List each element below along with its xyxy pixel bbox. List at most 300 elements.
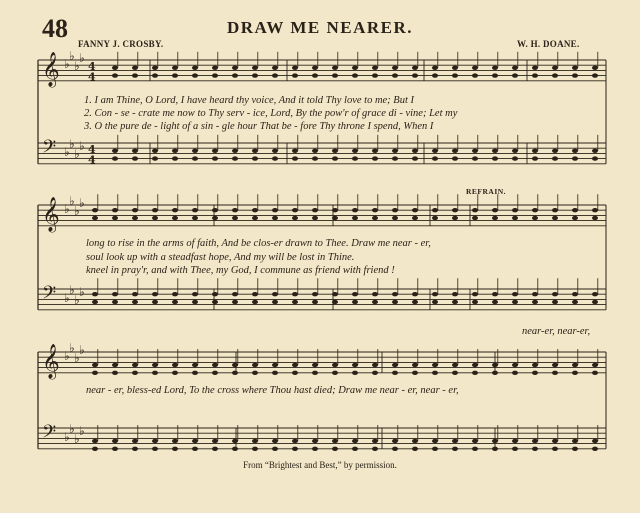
- note-head: [112, 216, 118, 220]
- note-head: [432, 292, 438, 296]
- note-head: [132, 73, 138, 77]
- note-head: [592, 292, 598, 296]
- note-head: [392, 447, 398, 451]
- note-head: [312, 363, 318, 367]
- note-head: [192, 292, 198, 296]
- note-head: [212, 149, 218, 153]
- refrain-lyric: near - er, bless-ed Lord, To the cross where Thou hast died; Draw me near - er, near - er,: [86, 385, 459, 396]
- note-head: [232, 149, 238, 153]
- note-head: [352, 447, 358, 451]
- note-head: [592, 371, 598, 375]
- note-head: [272, 300, 278, 304]
- note-head: [152, 371, 158, 375]
- note-head: [152, 363, 158, 367]
- note-head: [212, 216, 218, 220]
- note-head: [232, 156, 238, 160]
- note-head: [232, 371, 238, 375]
- note-head: [472, 439, 478, 443]
- note-head: [352, 292, 358, 296]
- note-head: [532, 439, 538, 443]
- note-head: [312, 292, 318, 296]
- note-head: [292, 363, 298, 367]
- note-head: [312, 300, 318, 304]
- note-head: [372, 363, 378, 367]
- note-head: [532, 363, 538, 367]
- note-head: [372, 300, 378, 304]
- note-head: [472, 447, 478, 451]
- note-head: [172, 73, 178, 77]
- note-head: [292, 73, 298, 77]
- note-head: [532, 73, 538, 77]
- note-head: [332, 371, 338, 375]
- note-head: [552, 300, 558, 304]
- note-head: [252, 66, 258, 70]
- note-head: [292, 292, 298, 296]
- note-head: [172, 363, 178, 367]
- note-head: [512, 149, 518, 153]
- note-head: [592, 73, 598, 77]
- note-head: [272, 439, 278, 443]
- note-head: [272, 216, 278, 220]
- note-head: [392, 216, 398, 220]
- note-head: [452, 216, 458, 220]
- note-head: [192, 216, 198, 220]
- note-head: [252, 149, 258, 153]
- note-head: [232, 292, 238, 296]
- note-head: [472, 216, 478, 220]
- note-head: [212, 208, 218, 212]
- note-head: [412, 208, 418, 212]
- flat-icon: ♭: [79, 285, 85, 299]
- note-head: [512, 363, 518, 367]
- note-head: [292, 300, 298, 304]
- note-head: [592, 447, 598, 451]
- note-head: [332, 149, 338, 153]
- note-head: [252, 439, 258, 443]
- note-head: [492, 73, 498, 77]
- verse-1-line-2: long to rise in the arms of faith, And be clos-er drawn to Thee. Draw me near - er,: [86, 238, 431, 249]
- note-head: [532, 156, 538, 160]
- note-head: [452, 292, 458, 296]
- note-head: [492, 292, 498, 296]
- note-head: [432, 208, 438, 212]
- note-head: [352, 149, 358, 153]
- note-head: [92, 439, 98, 443]
- note-head: [332, 216, 338, 220]
- note-head: [572, 447, 578, 451]
- note-head: [172, 447, 178, 451]
- note-head: [512, 371, 518, 375]
- note-head: [172, 66, 178, 70]
- note-head: [572, 216, 578, 220]
- note-head: [132, 363, 138, 367]
- note-head: [232, 73, 238, 77]
- note-head: [92, 208, 98, 212]
- note-head: [92, 300, 98, 304]
- note-head: [352, 66, 358, 70]
- note-head: [232, 66, 238, 70]
- note-head: [132, 156, 138, 160]
- note-head: [332, 363, 338, 367]
- note-head: [152, 439, 158, 443]
- note-head: [112, 363, 118, 367]
- note-head: [532, 300, 538, 304]
- note-head: [372, 292, 378, 296]
- note-head: [572, 208, 578, 212]
- flat-icon: ♭: [74, 59, 80, 73]
- note-head: [552, 216, 558, 220]
- note-head: [512, 292, 518, 296]
- note-head: [172, 292, 178, 296]
- note-head: [232, 447, 238, 451]
- note-head: [312, 439, 318, 443]
- note-head: [312, 371, 318, 375]
- note-head: [432, 216, 438, 220]
- note-head: [112, 300, 118, 304]
- note-head: [192, 371, 198, 375]
- note-head: [292, 149, 298, 153]
- note-head: [492, 156, 498, 160]
- flat-icon: ♭: [69, 341, 75, 355]
- note-head: [452, 300, 458, 304]
- flat-icon: ♭: [69, 422, 75, 436]
- note-head: [272, 363, 278, 367]
- note-head: [252, 208, 258, 212]
- bass-clef-icon: 𝄢: [42, 422, 57, 447]
- note-head: [432, 371, 438, 375]
- note-head: [452, 439, 458, 443]
- note-head: [112, 292, 118, 296]
- note-head: [592, 149, 598, 153]
- note-head: [192, 439, 198, 443]
- note-head: [132, 447, 138, 451]
- note-head: [412, 66, 418, 70]
- time-signature: 4: [88, 143, 96, 156]
- flat-icon: ♭: [64, 430, 70, 444]
- flat-icon: ♭: [74, 204, 80, 218]
- note-head: [532, 66, 538, 70]
- note-head: [372, 208, 378, 212]
- note-head: [592, 156, 598, 160]
- note-head: [172, 300, 178, 304]
- note-head: [272, 371, 278, 375]
- flat-icon: ♭: [64, 57, 70, 71]
- note-head: [252, 447, 258, 451]
- note-head: [492, 439, 498, 443]
- note-head: [412, 439, 418, 443]
- note-head: [392, 439, 398, 443]
- note-head: [312, 447, 318, 451]
- note-head: [352, 156, 358, 160]
- note-head: [312, 216, 318, 220]
- note-head: [512, 216, 518, 220]
- note-head: [152, 300, 158, 304]
- flat-icon: ♭: [79, 139, 85, 153]
- note-head: [392, 300, 398, 304]
- note-head: [272, 292, 278, 296]
- note-head: [312, 208, 318, 212]
- note-head: [552, 66, 558, 70]
- note-head: [412, 300, 418, 304]
- note-head: [532, 447, 538, 451]
- note-head: [192, 66, 198, 70]
- flat-icon: ♭: [74, 147, 80, 161]
- note-head: [152, 66, 158, 70]
- note-head: [292, 439, 298, 443]
- note-head: [432, 300, 438, 304]
- note-head: [152, 292, 158, 296]
- note-head: [492, 149, 498, 153]
- treble-clef-icon: 𝄞: [42, 344, 60, 379]
- note-head: [472, 292, 478, 296]
- flat-icon: ♭: [79, 424, 85, 438]
- note-head: [172, 371, 178, 375]
- note-head: [552, 73, 558, 77]
- note-head: [352, 73, 358, 77]
- note-head: [472, 363, 478, 367]
- note-head: [572, 156, 578, 160]
- note-head: [592, 216, 598, 220]
- note-head: [112, 156, 118, 160]
- note-head: [552, 208, 558, 212]
- note-head: [492, 208, 498, 212]
- note-head: [572, 363, 578, 367]
- note-head: [132, 439, 138, 443]
- note-head: [352, 300, 358, 304]
- note-head: [432, 439, 438, 443]
- note-head: [452, 447, 458, 451]
- note-head: [512, 156, 518, 160]
- note-head: [572, 439, 578, 443]
- note-head: [172, 156, 178, 160]
- note-head: [112, 447, 118, 451]
- note-head: [252, 216, 258, 220]
- note-head: [472, 149, 478, 153]
- note-head: [112, 149, 118, 153]
- note-head: [352, 371, 358, 375]
- note-head: [192, 447, 198, 451]
- note-head: [332, 66, 338, 70]
- note-head: [392, 73, 398, 77]
- note-head: [292, 156, 298, 160]
- note-head: [552, 149, 558, 153]
- note-head: [172, 208, 178, 212]
- bass-clef-icon: 𝄢: [42, 283, 57, 308]
- flat-icon: ♭: [69, 49, 75, 63]
- note-head: [412, 156, 418, 160]
- note-head: [592, 439, 598, 443]
- note-head: [212, 439, 218, 443]
- note-head: [492, 447, 498, 451]
- note-head: [552, 156, 558, 160]
- flat-icon: ♭: [69, 194, 75, 208]
- note-head: [212, 371, 218, 375]
- note-head: [172, 149, 178, 153]
- note-head: [392, 156, 398, 160]
- note-head: [492, 363, 498, 367]
- note-head: [332, 447, 338, 451]
- note-head: [252, 371, 258, 375]
- note-head: [472, 371, 478, 375]
- note-head: [312, 66, 318, 70]
- verse-3-line-1: 3. O the pure de - light of a sin - gle hour That be - fore Thy throne I spend, When I: [84, 121, 434, 132]
- note-head: [332, 300, 338, 304]
- note-head: [452, 371, 458, 375]
- note-head: [252, 363, 258, 367]
- note-head: [452, 156, 458, 160]
- note-head: [412, 447, 418, 451]
- note-head: [552, 447, 558, 451]
- note-head: [152, 73, 158, 77]
- note-head: [152, 208, 158, 212]
- flat-icon: ♭: [79, 51, 85, 65]
- note-head: [332, 208, 338, 212]
- note-head: [252, 156, 258, 160]
- note-head: [512, 300, 518, 304]
- time-signature: 4: [88, 60, 96, 73]
- note-head: [412, 363, 418, 367]
- note-head: [412, 292, 418, 296]
- note-head: [372, 439, 378, 443]
- flat-icon: ♭: [64, 349, 70, 363]
- note-head: [592, 208, 598, 212]
- note-head: [512, 208, 518, 212]
- note-head: [212, 363, 218, 367]
- note-head: [272, 208, 278, 212]
- note-head: [452, 208, 458, 212]
- note-head: [392, 66, 398, 70]
- note-head: [552, 371, 558, 375]
- note-head: [232, 439, 238, 443]
- note-head: [432, 149, 438, 153]
- note-head: [272, 149, 278, 153]
- note-head: [92, 371, 98, 375]
- note-head: [112, 73, 118, 77]
- note-head: [152, 216, 158, 220]
- note-head: [272, 447, 278, 451]
- note-head: [452, 363, 458, 367]
- note-head: [212, 292, 218, 296]
- note-head: [372, 216, 378, 220]
- note-head: [372, 66, 378, 70]
- bass-clef-icon: 𝄢: [42, 137, 57, 162]
- flat-icon: ♭: [74, 293, 80, 307]
- note-head: [92, 216, 98, 220]
- note-head: [192, 363, 198, 367]
- note-head: [492, 66, 498, 70]
- note-head: [372, 371, 378, 375]
- note-head: [532, 149, 538, 153]
- note-head: [192, 156, 198, 160]
- verse-2-line-2: soul look up with a steadfast hope, And my will be lost in Thine.: [86, 252, 355, 263]
- note-head: [212, 300, 218, 304]
- note-head: [372, 447, 378, 451]
- note-head: [172, 216, 178, 220]
- note-head: [132, 216, 138, 220]
- note-head: [92, 292, 98, 296]
- note-head: [312, 73, 318, 77]
- note-head: [512, 66, 518, 70]
- note-head: [132, 149, 138, 153]
- refrain-bass-text: near-er, near-er,: [522, 326, 591, 337]
- note-head: [112, 371, 118, 375]
- note-head: [232, 363, 238, 367]
- note-head: [392, 149, 398, 153]
- note-head: [452, 149, 458, 153]
- note-head: [232, 300, 238, 304]
- note-head: [512, 73, 518, 77]
- note-head: [112, 208, 118, 212]
- verse-1-line-1: 1. I am Thine, O Lord, I have heard thy voice, And it told Thy love to me; But I: [84, 95, 415, 106]
- note-head: [332, 439, 338, 443]
- flat-icon: ♭: [74, 432, 80, 446]
- note-head: [352, 216, 358, 220]
- hymn-title: DRAW ME NEARER.: [226, 18, 414, 37]
- permission-credit: From “Brightest and Best,” by permission.: [243, 460, 397, 470]
- note-head: [592, 363, 598, 367]
- note-head: [572, 371, 578, 375]
- note-head: [572, 292, 578, 296]
- note-head: [132, 66, 138, 70]
- flat-icon: ♭: [74, 351, 80, 365]
- note-head: [192, 300, 198, 304]
- note-head: [592, 66, 598, 70]
- time-signature: 4: [88, 153, 96, 167]
- note-head: [372, 73, 378, 77]
- note-head: [212, 73, 218, 77]
- note-head: [292, 66, 298, 70]
- note-head: [272, 66, 278, 70]
- note-head: [292, 216, 298, 220]
- note-head: [352, 208, 358, 212]
- note-head: [172, 439, 178, 443]
- note-head: [152, 149, 158, 153]
- note-head: [552, 439, 558, 443]
- note-head: [132, 292, 138, 296]
- note-head: [512, 439, 518, 443]
- note-head: [572, 149, 578, 153]
- refrain-label: REFRAIN.: [466, 187, 507, 196]
- note-head: [152, 447, 158, 451]
- flat-icon: ♭: [69, 137, 75, 151]
- note-head: [292, 371, 298, 375]
- note-head: [92, 363, 98, 367]
- note-head: [232, 216, 238, 220]
- note-head: [412, 216, 418, 220]
- note-head: [432, 363, 438, 367]
- note-head: [392, 208, 398, 212]
- flat-icon: ♭: [69, 283, 75, 297]
- note-head: [192, 208, 198, 212]
- flat-icon: ♭: [64, 202, 70, 216]
- note-head: [592, 300, 598, 304]
- note-head: [392, 292, 398, 296]
- note-head: [432, 156, 438, 160]
- note-head: [352, 439, 358, 443]
- note-head: [212, 447, 218, 451]
- composer-credit: W. H. DOANE.: [517, 39, 580, 49]
- note-head: [92, 447, 98, 451]
- verse-3-line-2: kneel in pray'r, and with Thee, my God, I commune as friend with friend !: [86, 265, 395, 276]
- note-head: [412, 371, 418, 375]
- note-head: [292, 447, 298, 451]
- note-head: [352, 363, 358, 367]
- note-head: [572, 73, 578, 77]
- note-head: [452, 66, 458, 70]
- note-head: [332, 292, 338, 296]
- note-head: [292, 208, 298, 212]
- note-head: [132, 300, 138, 304]
